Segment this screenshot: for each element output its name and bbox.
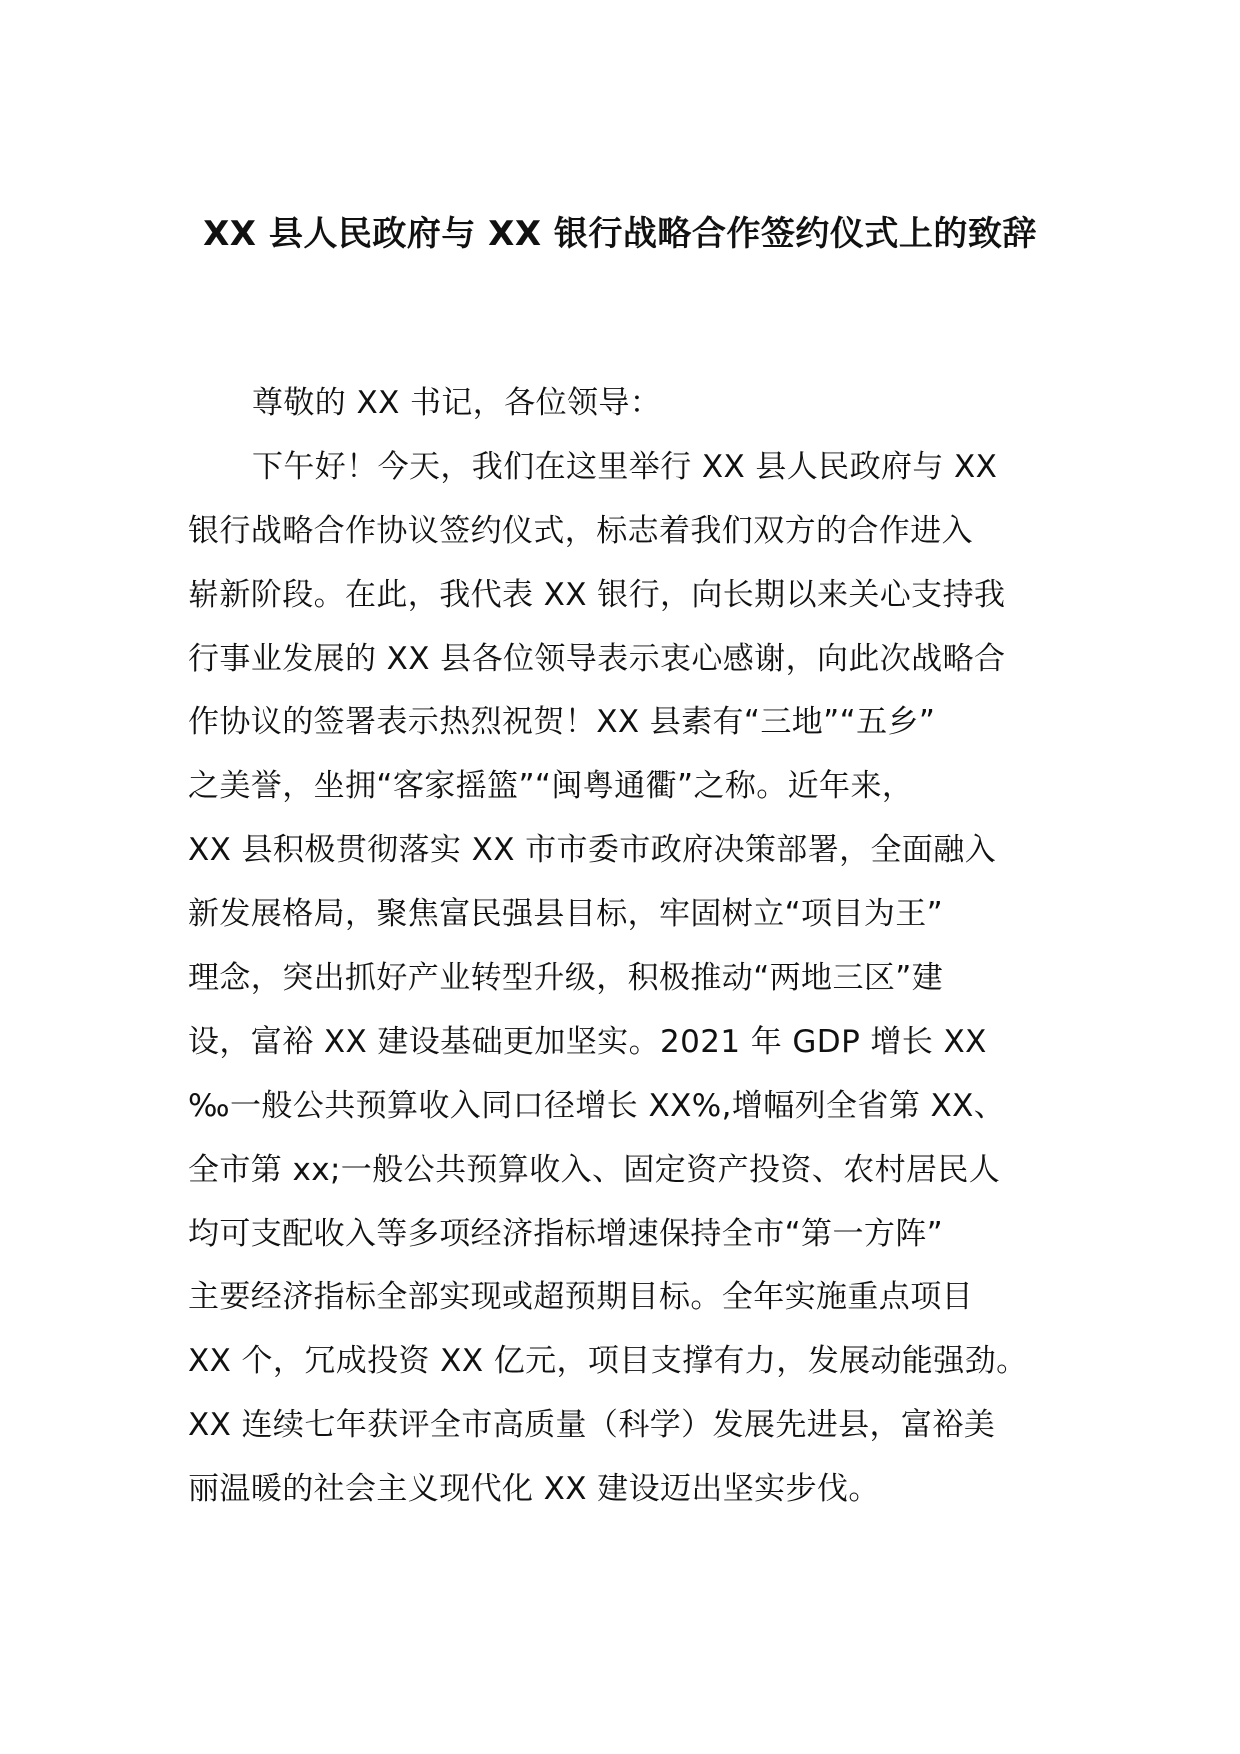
paragraph-line: XX 个，冗成投资 XX 亿元，项目支撑有力，发展动能强劲。 [188,1343,1028,1380]
paragraph-line: 主要经济指标全部实现或超预期目标。全年实施重点项目 [188,1279,973,1316]
salutation-line: 尊敬的 XX 书记，各位领导： [252,385,662,421]
paragraph-line: XX 连续七年获评全市高质量（科学）发展先进县，富裕美 [188,1407,996,1444]
paragraph-line: 理念，突出抓好产业转型升级，积极推动“两地三区”建 [188,960,944,997]
paragraph-line: 行事业发展的 XX 县各位领导表示衷心感谢，向此次战略合 [188,640,1006,677]
paragraph-line: 设，富裕 XX 建设基础更加坚实。2021 年 GDP 增长 XX [188,1023,987,1060]
paragraph-line: 之美誉，坐拥“客家摇篮”“闽粤通衢”之称。近年来， [188,768,914,805]
paragraph-line: ‰一般公共预算收入同口径增长 XX%,增幅列全省第 XX、 [188,1087,1006,1124]
document-body [188,372,1068,1522]
paragraph-line: 全市第 xx;一般公共预算收入、固定资产投资、农村居民人 [188,1151,1001,1188]
paragraph-line: 下午好！今天，我们在这里举行 XX 县人民政府与 XX [252,448,998,485]
paragraph-line: 作协议的签署表示热烈祝贺！XX 县素有“三地”“五乡” [188,704,936,741]
document-title: XX 县人民政府与 XX 银行战略合作签约仪式上的致辞 [203,214,1037,254]
paragraph-line: 均可支配收入等多项经济指标增速保持全市“第一方阵” [188,1215,944,1252]
paragraph-line: 丽温暖的社会主义现代化 XX 建设迈出坚实步伐。 [188,1471,880,1508]
paragraph-line: 银行战略合作协议签约仪式，标志着我们双方的合作进入 [188,512,973,549]
paragraph-line: 崭新阶段。在此，我代表 XX 银行，向长期以来关心支持我 [188,576,1006,613]
paragraph-line: XX 县积极贯彻落实 XX 市市委市政府决策部署，全面融入 [188,832,997,869]
paragraph-line: 新发展格局，聚焦富民强县目标，牢固树立“项目为王” [188,896,944,933]
